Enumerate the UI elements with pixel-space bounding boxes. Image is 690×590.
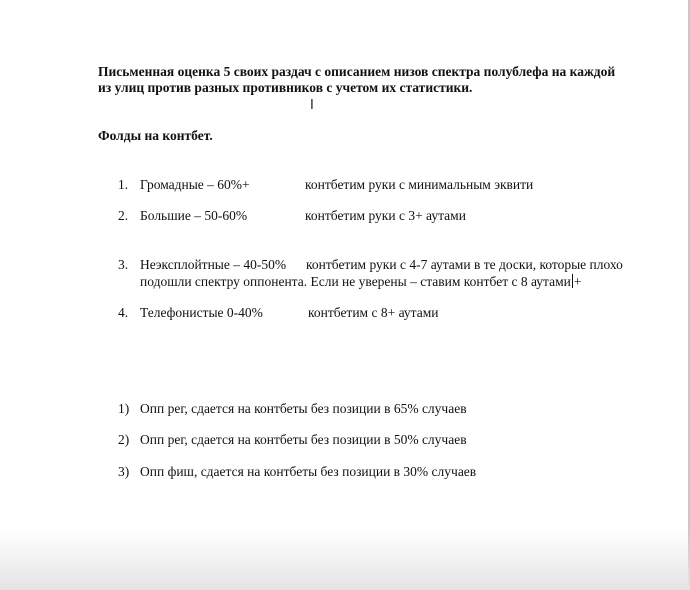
list-description: контбетим руки с минимальным эквити	[305, 177, 534, 192]
page-bottom-shadow	[0, 530, 690, 590]
list-description: контбетим с 8+ аутами	[308, 305, 439, 320]
list-marker: 3)	[118, 464, 130, 479]
continuation-text: подошли спектру оппонента. Если не уверены – ставим контбет с 8 аутами	[140, 274, 571, 289]
list-text: Опп рег, сдается на контбеты без позиции в 50% случаев	[140, 432, 467, 447]
list-description: контбетим руки с 3+ аутами	[305, 208, 466, 223]
list-label: Громадные – 60%+	[140, 177, 250, 192]
list-text: Опп рег, сдается на контбеты без позиции в 65% случаев	[140, 401, 467, 416]
ibeam-cursor-icon: I	[310, 98, 314, 113]
text-caret	[572, 274, 573, 288]
list-description: контбетим руки с 4-7 аутами в те доски, которые плохо	[306, 257, 623, 272]
list-marker: 2)	[118, 432, 130, 447]
list-label: Телефонистые 0-40%	[140, 305, 263, 320]
list-marker: 1.	[118, 177, 129, 192]
list-continuation	[140, 273, 582, 290]
list-text: Опп фиш, сдается на контбеты без позиции в 30% случаев	[140, 464, 477, 479]
list-marker: 4.	[118, 305, 129, 320]
list-marker: 2.	[118, 208, 129, 223]
section-heading: Фолды на контбет.	[98, 128, 213, 143]
list-label: Большие – 50-60%	[140, 208, 248, 223]
list-marker: 1)	[118, 401, 130, 416]
list-label: Неэксплойтные – 40-50%	[140, 257, 287, 272]
title-line-1: Письменная оценка 5 своих раздач с описанием низов спектра полублефа на каждой	[98, 64, 616, 79]
continuation-tail: +	[573, 274, 582, 289]
title-line-2: из улиц против разных противников с учетом их статистики.	[98, 80, 473, 95]
list-marker: 3.	[118, 257, 129, 272]
document-title	[98, 64, 658, 96]
